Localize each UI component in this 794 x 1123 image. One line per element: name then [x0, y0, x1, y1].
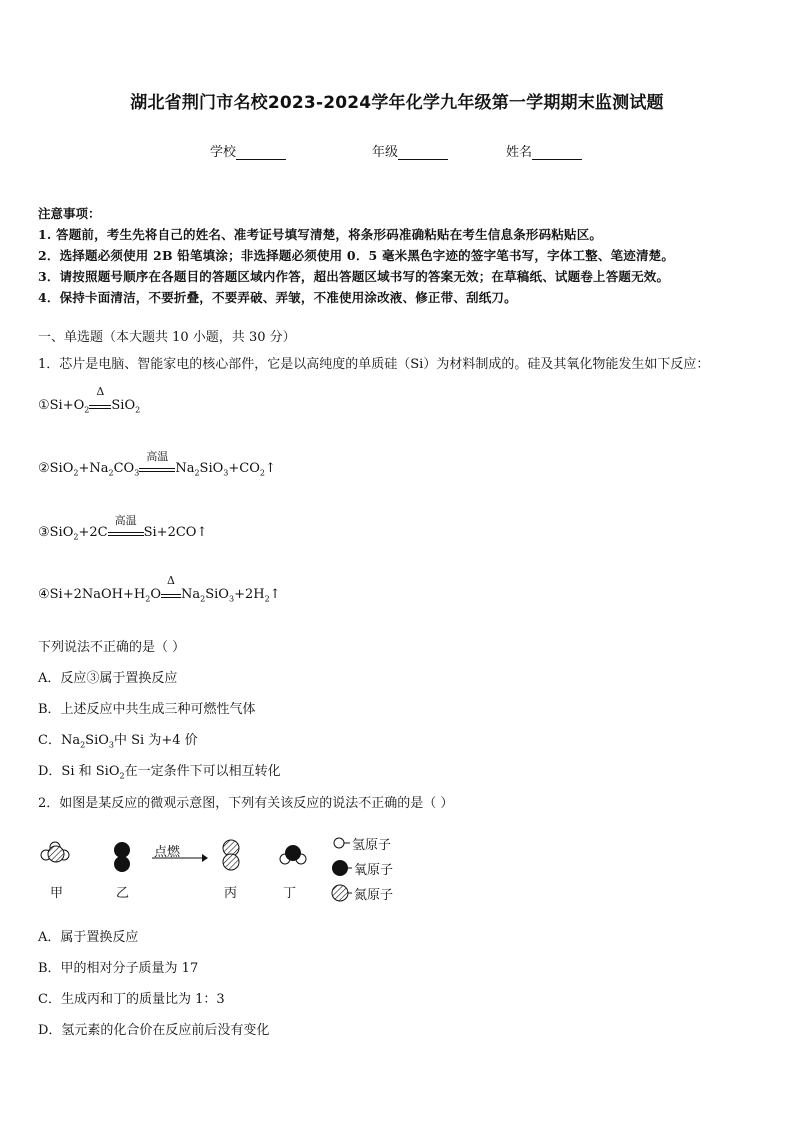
page-title: 湖北省荆门市名校2023-2024学年化学九年级第一学期期末监测试题 [130, 93, 664, 113]
legend-oxygen-icon [332, 860, 352, 876]
eq2-condition-arrow [139, 450, 175, 476]
eq4-condition-arrow [161, 574, 181, 602]
eq1-right: SiO [111, 398, 136, 413]
eq1-left-sub: 2 [84, 405, 90, 415]
q2-option-d: D．氢元素的化合价在反应前后没有变化 [38, 1023, 270, 1038]
school-blank [236, 146, 286, 160]
label-jia: 甲 [50, 886, 64, 901]
q1-option-c: C．$Na_2SiO_3$中 Si 为+4 价 [38, 733, 198, 750]
molecule-bing-icon [223, 840, 239, 870]
section-heading: 一、单选题（本大题共 10 小题，共 30 分） [38, 330, 296, 345]
eq2-number: ② [38, 461, 50, 476]
equation-3: ③SiO$_2$+2C 高温 Si+2CO↑ [38, 514, 208, 542]
gas-arrow-icon: ↑ [269, 587, 281, 602]
question-1-prompt: 下列说法不正确的是（ ） [38, 640, 186, 655]
gas-arrow-icon: ↑ [196, 525, 208, 540]
eq1-number: ① [38, 398, 50, 413]
grade-field [372, 141, 448, 160]
eq1-condition: Δ [96, 385, 105, 398]
label-ding: 丁 [283, 886, 297, 901]
name-label: 姓名 [506, 145, 533, 160]
label-bing: 丙 [224, 886, 238, 901]
eq3-number: ③ [38, 525, 50, 540]
legend-hydrogen-label: 氢原子 [352, 838, 392, 853]
school-field [210, 141, 286, 160]
legend-hydrogen-icon [334, 838, 350, 848]
q2-option-a: A．属于置换反应 [38, 930, 139, 945]
question-1-stem: 1．芯片是电脑、智能家电的核心部件，它是以高纯度的单质硅（Si）为材料制成的。硅及其氧化物能发生如下反应： [38, 357, 710, 372]
grade-label: 年级 [372, 145, 399, 160]
equation-1 [38, 385, 141, 415]
q2-option-b: B．甲的相对分子质量为 17 [38, 961, 199, 976]
school-label: 学校 [210, 145, 237, 160]
notes-item: 1. 答题前，考生先将自己的姓名、准考证号填写清楚，将条形码准确粘贴在考生信息条形码粘贴区。 [38, 227, 603, 242]
arrow-condition: 点燃 [154, 845, 181, 860]
notes-item: 4．保持卡面清洁，不要折叠，不要弄破、弄皱，不准使用涂改液、修正带、刮纸刀。 [38, 290, 517, 305]
equation-2: $②SiO_2+Na_2CO_3$ 高温 $Na_2SiO_3+CO_2↑$ [38, 450, 276, 478]
eq3-condition-arrow [108, 514, 144, 540]
label-yi: 乙 [116, 886, 130, 901]
legend-oxygen-label: 氧原子 [354, 863, 394, 878]
gas-arrow-icon: ↑ [264, 461, 276, 476]
molecule-jia-icon [41, 842, 69, 862]
eq3-condition: 高温 [114, 514, 137, 527]
eq2-condition: 高温 [146, 450, 169, 463]
q1-option-b: B．上述反应中共生成三种可燃性气体 [38, 702, 256, 717]
legend-nitrogen-label: 氮原子 [354, 888, 394, 903]
q1-option-d: D．Si 和 SiO$_2$在一定条件下可以相互转化 [38, 764, 281, 781]
molecule-yi-icon [114, 842, 130, 872]
notes-header: 注意事项： [38, 206, 101, 221]
eq1-condition-arrow [89, 385, 111, 413]
equation-4: $④Si+2NaOH+H_2O$ Δ $Na_2SiO_3+2H_2↑$ [38, 574, 281, 604]
eq4-condition: Δ [167, 574, 175, 587]
question-2-stem: 2．如图是某反应的微观示意图，下列有关该反应的说法不正确的是（ ） [38, 796, 454, 811]
grade-blank [398, 146, 448, 160]
q1-option-a: A．反应③属于置换反应 [38, 671, 178, 686]
notes-block [38, 203, 674, 308]
q2-option-c: C．生成丙和丁的质量比为 1：3 [38, 992, 225, 1007]
notes-item: 2．选择题必须使用 2B 铅笔填涂；非选择题必须使用 0．5 毫米黑色字迹的签字笔书写，字体工整、笔迹清楚。 [38, 248, 675, 263]
name-blank [532, 146, 582, 160]
name-field [506, 141, 582, 160]
reaction-diagram [36, 830, 436, 905]
eq1-left: Si+O [49, 398, 85, 413]
legend-nitrogen-icon [332, 885, 352, 901]
molecule-ding-icon [280, 845, 306, 864]
eq4-number: ④ [38, 587, 50, 602]
notes-item: 3．请按照题号顺序在各题目的答题区域内作答，超出答题区域书写的答案无效；在草稿纸、试题卷上答题无效。 [38, 269, 670, 284]
eq1-right-sub: 2 [135, 405, 141, 415]
